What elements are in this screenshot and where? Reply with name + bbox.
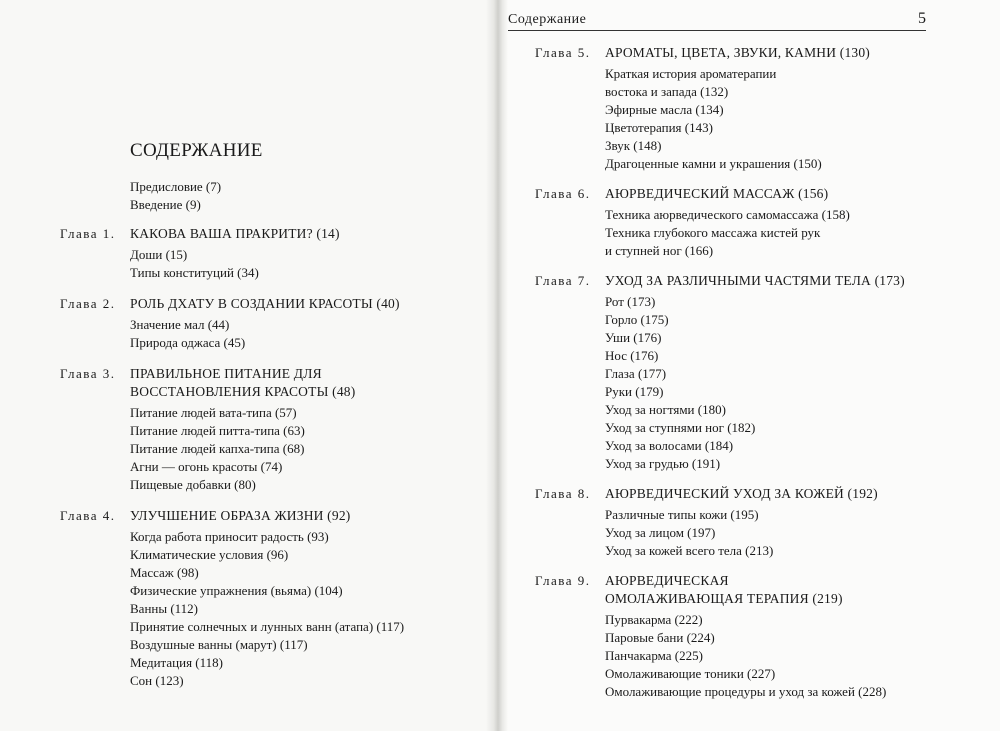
running-head — [508, 10, 926, 31]
toc-entry: Горло (175) — [605, 312, 669, 327]
page-number: 5 — [918, 10, 926, 27]
toc-entry: Доши (15) — [130, 247, 188, 262]
toc-entry: Панчакарма (225) — [605, 648, 703, 663]
chapter-label: Глава 3. — [60, 366, 116, 381]
toc-entry: Уход за ногтями (180) — [605, 402, 726, 417]
toc-entry: Техника аюрведического самомассажа (158) — [605, 207, 850, 222]
book-gutter — [486, 0, 508, 731]
toc-entry: Уход за кожей всего тела (213) — [605, 543, 774, 558]
toc-entry: Агни — огонь красоты (74) — [130, 459, 283, 474]
toc-entry: востока и запада (132) — [605, 84, 729, 99]
chapter-label: Глава 9. — [535, 573, 591, 588]
chapter-6 — [535, 185, 965, 260]
toc-entry: Ванны (112) — [130, 601, 199, 616]
chapter-title: АРОМАТЫ, ЦВЕТА, ЗВУКИ, КАМНИ (130) — [605, 45, 870, 60]
toc-entry: Уши (176) — [605, 330, 662, 345]
chapter-title: ПРАВИЛЬНОЕ ПИТАНИЕ ДЛЯ ВОССТАНОВЛЕНИЯ КРАСОТЫ (48) — [130, 366, 356, 399]
chapter-9 — [535, 572, 965, 701]
toc-entry: Типы конституций (34) — [130, 265, 259, 280]
toc-entry: Массаж (98) — [130, 565, 199, 580]
toc-entry: Различные типы кожи (195) — [605, 507, 759, 522]
chapter-title: РОЛЬ ДХАТУ В СОЗДАНИИ КРАСОТЫ (40) — [130, 296, 400, 311]
toc-entry: Пищевые добавки (80) — [130, 477, 256, 492]
toc-entry: Значение мал (44) — [130, 317, 230, 332]
toc-entry: Нос (176) — [605, 348, 659, 363]
toc-entry: Омолаживающие тоники (227) — [605, 666, 776, 681]
toc-entry: Драгоценные камни и украшения (150) — [605, 156, 822, 171]
toc-entry: Паровые бани (224) — [605, 630, 715, 645]
toc-title: СОДЕРЖАНИЕ — [130, 140, 263, 161]
chapter-2 — [60, 295, 460, 352]
toc-entry: Уход за ступнями ног (182) — [605, 420, 756, 435]
chapter-4 — [60, 507, 460, 690]
toc-entry: Пурвакарма (222) — [605, 612, 703, 627]
toc-entry: Руки (179) — [605, 384, 664, 399]
toc-entry: Глаза (177) — [605, 366, 667, 381]
chapter-label: Глава 2. — [60, 296, 116, 311]
toc-entry: Природа оджаса (45) — [130, 335, 246, 350]
toc-entry: Медитация (118) — [130, 655, 223, 670]
chapter-label: Глава 4. — [60, 508, 116, 523]
toc-entry: Климатические условия (96) — [130, 547, 289, 562]
chapter-label: Глава 5. — [535, 45, 591, 60]
left-chapter-list — [60, 225, 460, 690]
chapter-1 — [60, 225, 460, 282]
front-matter — [130, 178, 221, 214]
front-matter-entry: Введение (9) — [130, 197, 201, 212]
toc-entry: Цветотерапия (143) — [605, 120, 713, 135]
toc-entry: Воздушные ванны (марут) (117) — [130, 637, 308, 652]
chapter-8 — [535, 485, 965, 560]
chapter-title: АЮРВЕДИЧЕСКАЯ ОМОЛАЖИВАЮЩАЯ ТЕРАПИЯ (219) — [605, 573, 843, 606]
toc-entry: Краткая история ароматерапии — [605, 66, 777, 81]
toc-entry: и ступней ног (166) — [605, 243, 714, 258]
toc-entry: Уход за грудью (191) — [605, 456, 721, 471]
chapter-title: АЮРВЕДИЧЕСКИЙ УХОД ЗА КОЖЕЙ (192) — [605, 486, 878, 501]
toc-entry: Техника глубокого массажа кистей рук — [605, 225, 821, 240]
toc-entry: Рот (173) — [605, 294, 656, 309]
toc-entry: Принятие солнечных и лунных ванн (атапа) (117) — [130, 619, 405, 634]
chapter-3 — [60, 365, 460, 494]
front-matter-entry: Предисловие (7) — [130, 179, 222, 194]
toc-entry: Питание людей капха-типа (68) — [130, 441, 305, 456]
chapter-title: АЮРВЕДИЧЕСКИЙ МАССАЖ (156) — [605, 186, 829, 201]
running-head-title: Содержание — [508, 12, 587, 27]
chapter-7 — [535, 272, 965, 473]
toc-entry: Питание людей питта-типа (63) — [130, 423, 305, 438]
right-chapter-list — [535, 44, 965, 701]
toc-entry: Звук (148) — [605, 138, 662, 153]
toc-entry: Омолаживающие процедуры и уход за кожей (228) — [605, 684, 887, 699]
chapter-label: Глава 7. — [535, 273, 591, 288]
chapter-label: Глава 6. — [535, 186, 591, 201]
chapter-title: УЛУЧШЕНИЕ ОБРАЗА ЖИЗНИ (92) — [130, 508, 351, 523]
toc-entry: Уход за волосами (184) — [605, 438, 734, 453]
chapter-5 — [535, 44, 965, 173]
chapter-title: УХОД ЗА РАЗЛИЧНЫМИ ЧАСТЯМИ ТЕЛА (173) — [605, 273, 905, 288]
toc-entry: Питание людей вата-типа (57) — [130, 405, 297, 420]
toc-entry: Когда работа приносит радость (93) — [130, 529, 329, 544]
toc-entry: Сон (123) — [130, 673, 184, 688]
chapter-label: Глава 1. — [60, 226, 116, 241]
toc-entry: Физические упражнения (вьяма) (104) — [130, 583, 343, 598]
toc-entry: Эфирные масла (134) — [605, 102, 724, 117]
chapter-title: КАКОВА ВАША ПРАКРИТИ? (14) — [130, 226, 340, 241]
chapter-label: Глава 8. — [535, 486, 591, 501]
toc-entry: Уход за лицом (197) — [605, 525, 716, 540]
